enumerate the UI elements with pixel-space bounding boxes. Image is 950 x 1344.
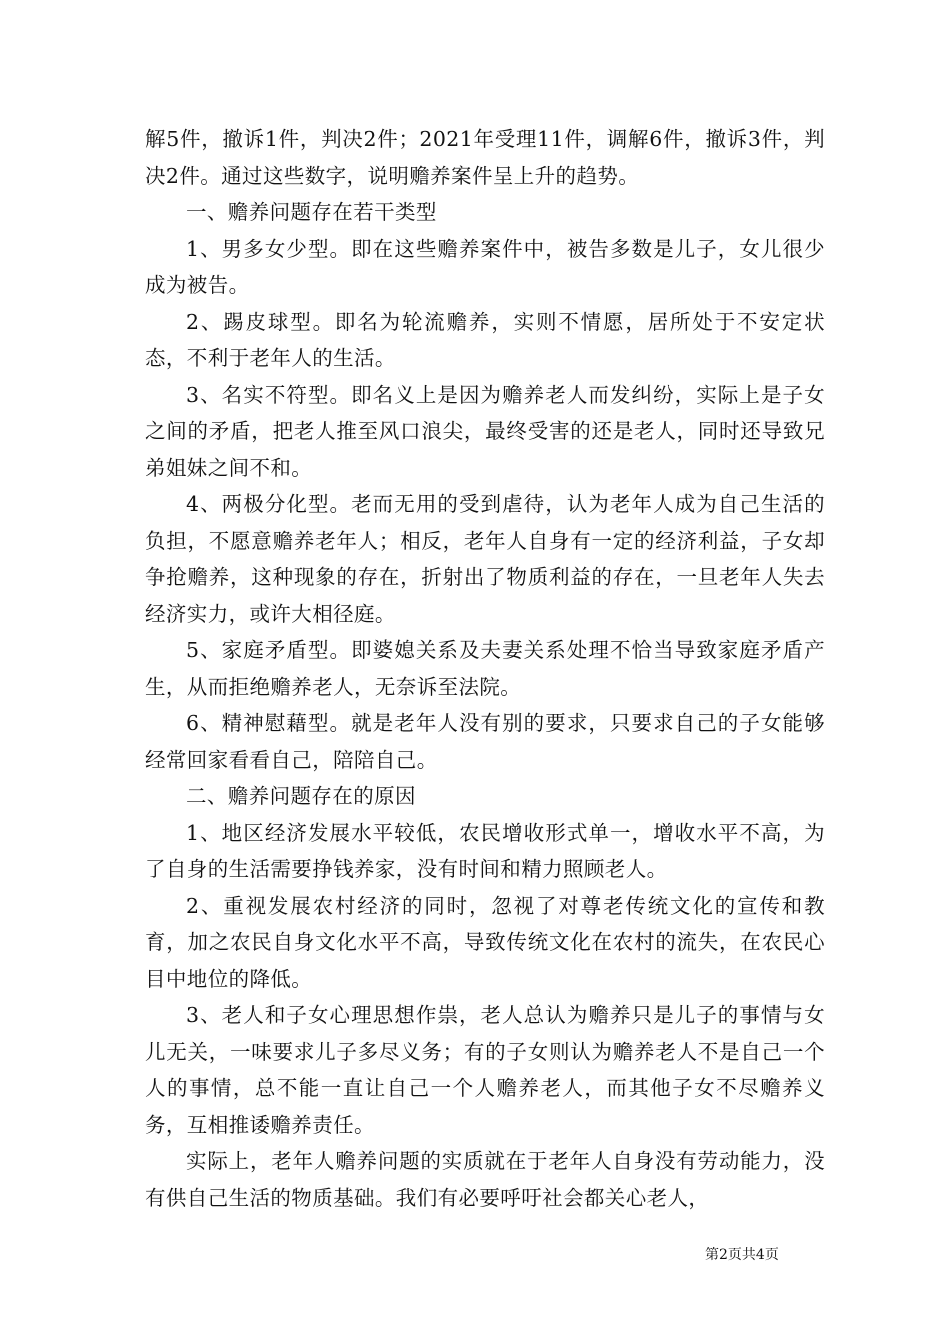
paragraph-continued: 解5件，撤诉1件，判决2件；2021年受理11件，调解6件，撤诉3件，判决2件。通过这些数字，说明赡养案件呈上升的趋势。	[145, 127, 825, 188]
paragraph-type-6: 6、精神慰藉型。就是老年人没有别的要求，只要求自己的子女能够经常回家看看自己，陪陪自己。	[145, 711, 825, 772]
paragraph-type-4: 4、两极分化型。老而无用的受到虐待，认为老年人成为自己生活的负担，不愿意赡养老年人；相反，老年人自身有一定的经济利益，子女却争抢赡养，这种现象的存在，折射出了物质利益的存在，一旦老年人失去经济实力，或许大相径庭。	[145, 492, 825, 626]
paragraph-conclusion: 实际上，老年人赡养问题的实质就在于老年人自身没有劳动能力，没有供自己生活的物质基础。我们有必要呼吁社会都关心老人，	[145, 1149, 825, 1210]
document-body	[145, 121, 825, 1216]
paragraph-type-3: 3、名实不符型。即名义上是因为赡养老人而发纠纷，实际上是子女之间的矛盾，把老人推至风口浪尖，最终受害的还是老人，同时还导致兄弟姐妹之间不和。	[145, 382, 825, 480]
section-heading-causes: 二、赡养问题存在的原因	[186, 784, 416, 808]
page-number: 第2页共4页	[705, 1247, 779, 1263]
paragraph-type-1: 1、男多女少型。即在这些赡养案件中，被告多数是儿子，女儿很少成为被告。	[145, 236, 825, 297]
paragraph-cause-1: 1、地区经济发展水平较低，农民增收形式单一，增收水平不高，为了自身的生活需要挣钱养家，没有时间和精力照顾老人。	[145, 820, 825, 881]
paragraph-cause-3: 3、老人和子女心理思想作祟，老人总认为赡养只是儿子的事情与女儿无关，一味要求儿子多尽义务；有的子女则认为赡养老人不是自己一个人的事情，总不能一直让自己一个人赡养老人，而其他子女不尽赡养义务，互相推诿赡养责任。	[145, 1003, 825, 1137]
paragraph-type-5: 5、家庭矛盾型。即婆媳关系及夫妻关系处理不恰当导致家庭矛盾产生，从而拒绝赡养老人，无奈诉至法院。	[145, 638, 825, 699]
paragraph-cause-2: 2、重视发展农村经济的同时，忽视了对尊老传统文化的宣传和教育，加之农民自身文化水平不高，导致传统文化在农村的流失，在农民心目中地位的降低。	[145, 893, 825, 991]
section-heading-types: 一、赡养问题存在若干类型	[186, 200, 437, 224]
paragraph-type-2: 2、踢皮球型。即名为轮流赡养，实则不情愿，居所处于不安定状态，不利于老年人的生活。	[145, 309, 825, 370]
